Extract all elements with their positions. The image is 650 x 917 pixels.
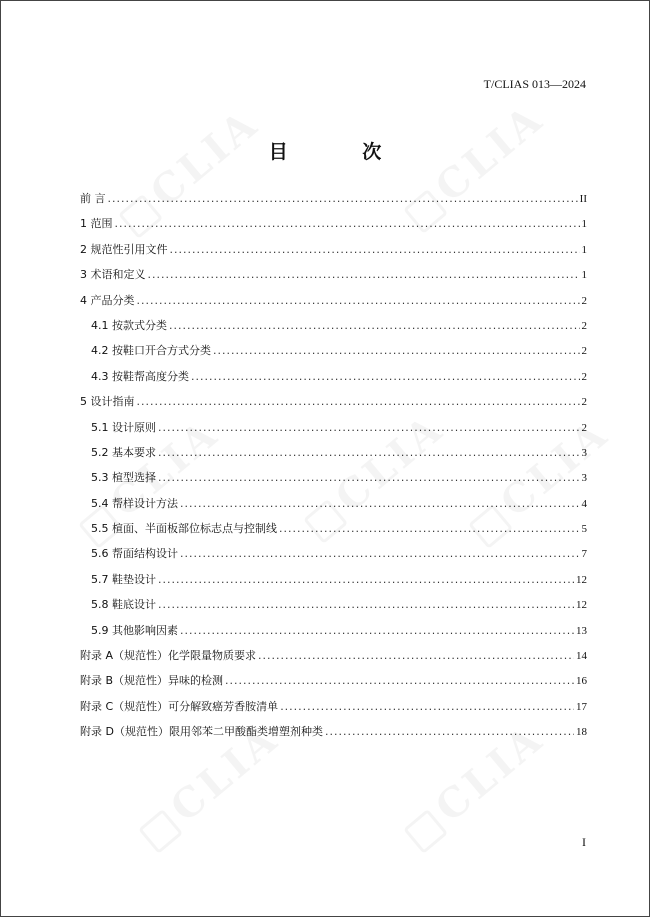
toc-entry-label: 附录 C（规范性）可分解致癌芳香胺清单 [80, 699, 279, 713]
seal-icon [403, 809, 448, 854]
toc-entry[interactable] [80, 622, 587, 647]
toc-leader-dots [137, 395, 580, 408]
toc-entry-label: 5.5 楦面、半面板部位标志点与控制线 [91, 522, 277, 536]
toc-entry[interactable] [80, 698, 587, 723]
toc-entry-page: 2 [581, 396, 587, 409]
toc-entry-label: 5.8 鞋底设计 [91, 598, 156, 612]
toc-entry[interactable] [80, 545, 587, 570]
toc-entry-label: 5.1 设计原则 [91, 420, 156, 434]
toc-entry-label: 5.7 鞋垫设计 [91, 572, 156, 586]
toc-entry-page: 1 [581, 269, 587, 282]
toc-entry-page: 5 [581, 523, 587, 536]
toc-entry[interactable] [80, 571, 587, 596]
toc-entry-label: 5.6 帮面结构设计 [91, 547, 178, 561]
toc-leader-dots [170, 243, 580, 256]
toc-leader-dots [258, 649, 574, 662]
toc-entry-page: 2 [581, 345, 587, 358]
toc-leader-dots [158, 573, 574, 586]
toc-entry-page: II [579, 193, 587, 205]
toc-entry-label: 附录 A（规范性）化学限量物质要求 [80, 649, 257, 663]
toc-entry-label: 5.3 楦型选择 [91, 471, 156, 485]
toc-entry-page: 3 [581, 472, 587, 485]
toc-entry[interactable] [80, 419, 587, 444]
toc-entry-page: 2 [581, 370, 587, 383]
toc-leader-dots [158, 598, 574, 611]
toc-entry-page: 1 [581, 218, 587, 231]
document-number: T/CLIAS 013—2024 [483, 77, 586, 91]
toc-leader-dots [325, 725, 574, 738]
toc-entry-label: 1 范围 [80, 217, 113, 231]
toc-entry[interactable] [80, 190, 587, 215]
toc-entry-page: 18 [576, 726, 587, 739]
toc-entry[interactable] [80, 317, 587, 342]
toc-leader-dots [158, 446, 580, 459]
toc-entry[interactable] [80, 444, 587, 469]
toc-leader-dots [180, 624, 574, 637]
toc-entry-page: 14 [576, 650, 587, 663]
toc-entry-label: 附录 B（规范性）异味的检测 [80, 674, 224, 688]
toc-entry[interactable] [80, 647, 587, 672]
toc-entry-page: 4 [581, 497, 587, 510]
toc-entry-page: 1 [581, 243, 587, 256]
toc-entry[interactable] [80, 292, 587, 317]
toc-entry-label: 5.9 其他影响因素 [91, 623, 178, 637]
toc-leader-dots [137, 294, 580, 307]
toc-entry-label: 2 规范性引用文件 [80, 242, 168, 256]
toc-entry[interactable] [80, 215, 587, 240]
toc-entry-page: 2 [581, 421, 587, 434]
toc-entry[interactable] [80, 342, 587, 367]
toc-entry[interactable] [80, 596, 587, 621]
toc-entry[interactable] [80, 723, 587, 748]
toc-entry[interactable] [80, 266, 587, 291]
toc-entry-page: 7 [581, 548, 587, 561]
toc-entry-page: 13 [576, 624, 587, 637]
toc-leader-dots [180, 547, 580, 560]
toc-entry[interactable] [80, 469, 587, 494]
table-of-contents [80, 190, 587, 749]
toc-leader-dots [213, 344, 580, 357]
toc-leader-dots [191, 370, 580, 383]
page-title: 目 次 [268, 141, 416, 163]
toc-entry-label: 5 设计指南 [80, 395, 135, 409]
toc-entry-label: 前 言 [80, 192, 106, 205]
toc-leader-dots [279, 522, 580, 535]
toc-entry-label: 3 术语和定义 [80, 268, 146, 282]
toc-entry-label: 4.2 按鞋口开合方式分类 [91, 344, 211, 358]
toc-leader-dots [280, 700, 574, 713]
toc-entry[interactable] [80, 520, 587, 545]
toc-leader-dots [169, 319, 580, 332]
toc-leader-dots [225, 674, 574, 687]
toc-entry[interactable] [80, 241, 587, 266]
toc-leader-dots [148, 268, 580, 281]
toc-entry[interactable] [80, 495, 587, 520]
toc-entry-page: 3 [581, 446, 587, 459]
toc-entry-page: 12 [576, 573, 587, 586]
toc-leader-dots [108, 192, 578, 205]
toc-leader-dots [158, 471, 580, 484]
toc-entry-page: 16 [576, 675, 587, 688]
toc-entry-label: 5.2 基本要求 [91, 445, 156, 459]
toc-entry[interactable] [80, 368, 587, 393]
toc-entry[interactable] [80, 672, 587, 697]
toc-entry-label: 附录 D（规范性）限用邻苯二甲酸酯类增塑剂种类 [80, 725, 323, 739]
toc-entry-page: 2 [581, 319, 587, 332]
toc-entry-label: 4 产品分类 [80, 293, 135, 307]
toc-entry-label: 5.4 帮样设计方法 [91, 496, 178, 510]
seal-icon [138, 809, 183, 854]
toc-leader-dots [180, 497, 580, 510]
toc-entry-label: 4.1 按款式分类 [91, 318, 167, 332]
toc-entry-label: 4.3 按鞋帮高度分类 [91, 369, 189, 383]
toc-entry-page: 17 [576, 700, 587, 713]
toc-leader-dots [158, 421, 580, 434]
toc-entry-page: 12 [576, 599, 587, 612]
toc-leader-dots [115, 217, 580, 230]
toc-entry[interactable] [80, 393, 587, 418]
toc-entry-page: 2 [581, 294, 587, 307]
page-number: I [582, 835, 586, 849]
